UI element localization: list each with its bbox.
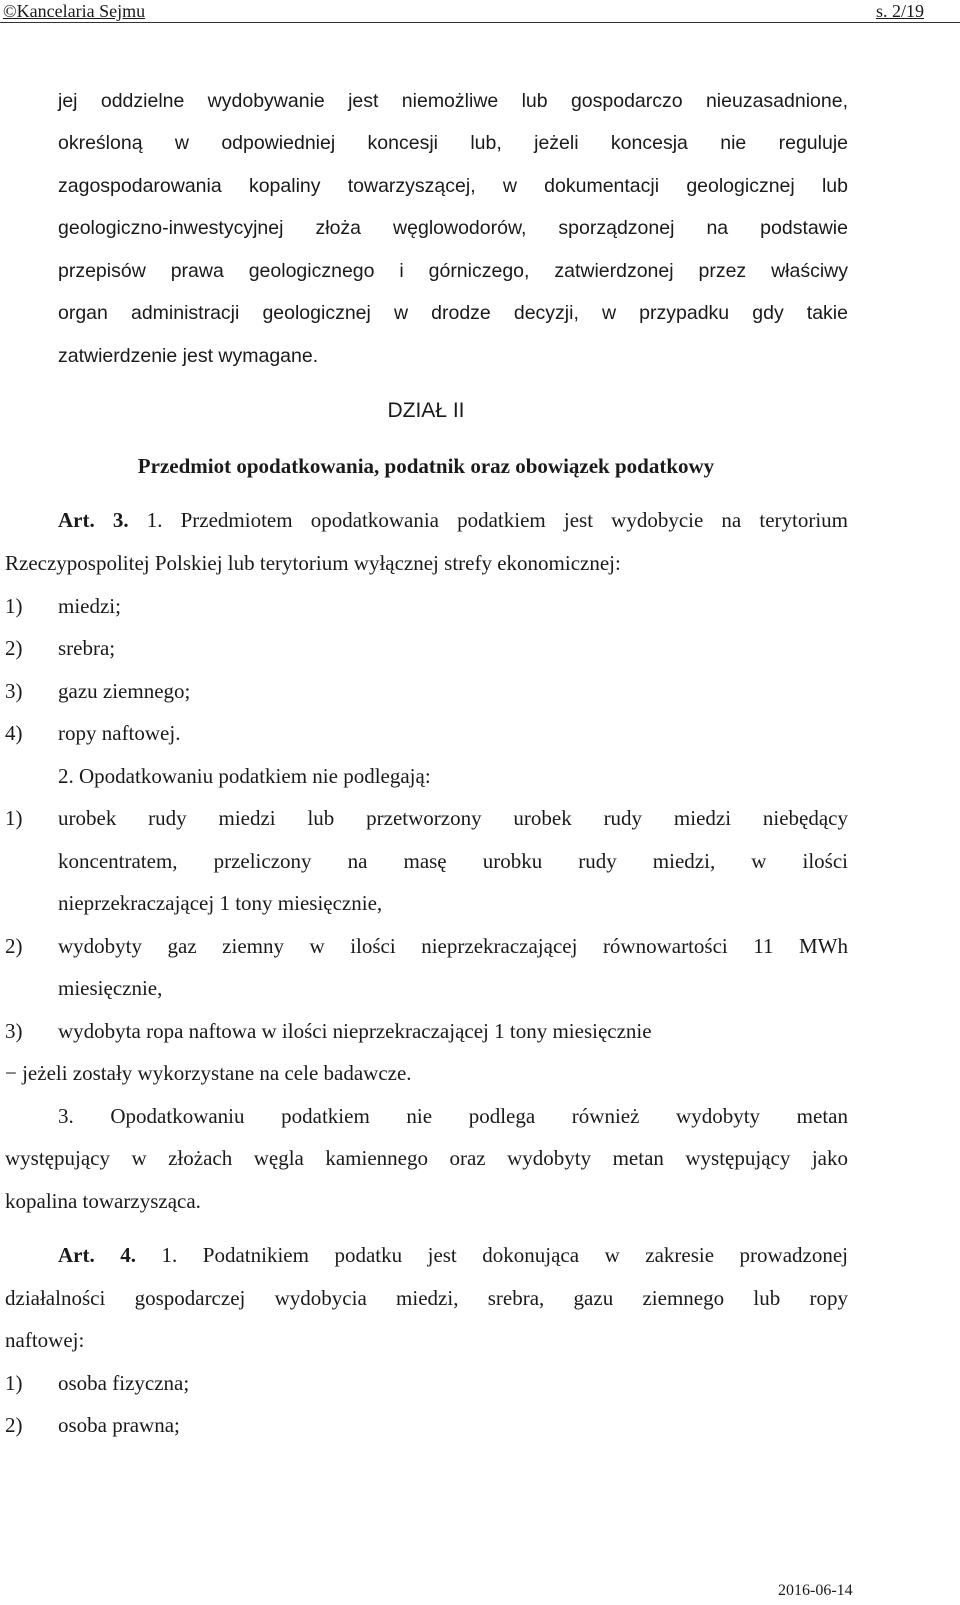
art4-line: 1. Podatnikiem podatku jest dokonująca w zakresie prowadzonej bbox=[161, 1243, 849, 1267]
list-text: osoba prawna; bbox=[58, 1413, 180, 1437]
paragraph-line: określoną w odpowiedniej koncesji lub, jeżeli koncesja nie reguluje bbox=[58, 132, 848, 154]
list-item bbox=[0, 676, 850, 706]
paragraph-line: przepisów prawa geologicznego i górniczego, zatwierdzonej przez właściwy bbox=[58, 260, 848, 282]
list-text: osoba fizyczna; bbox=[58, 1371, 190, 1395]
section-title: DZIAŁ II bbox=[387, 399, 465, 422]
header-page-number: s. 2/19 bbox=[876, 1, 925, 21]
list-text: srebra; bbox=[58, 636, 116, 660]
art3-p1-line: 1. Przedmiotem opodatkowania podatkiem jest wydobycie na terytorium bbox=[146, 508, 849, 532]
list-item bbox=[0, 931, 850, 961]
list-text-continued: nieprzekraczającej 1 tony miesięcznie, bbox=[58, 891, 383, 915]
art4-line: naftowej: bbox=[5, 1328, 85, 1352]
list-text: ropy naftowej. bbox=[58, 721, 181, 745]
art3-p3-line: występujący w złożach węgla kamiennego oraz wydobyty metan występujący jako bbox=[5, 1146, 848, 1170]
list-item bbox=[0, 803, 850, 833]
list-text: wydobyta ropa naftowa w ilości nieprzekraczającej 1 tony miesięcznie bbox=[58, 1019, 652, 1043]
list-number: 3) bbox=[5, 1019, 23, 1043]
list-number: 3) bbox=[5, 679, 23, 703]
art3-p3-line: 3. Opodatkowaniu podatkiem nie podlega również wydobyty metan bbox=[58, 1104, 848, 1128]
list-number: 1) bbox=[5, 1371, 23, 1395]
paragraph-line: organ administracji geologicznej w drodze decyzji, w przypadku gdy takie bbox=[58, 302, 848, 324]
art3-p2-intro: 2. Opodatkowaniu podatkiem nie podlegają: bbox=[58, 764, 431, 788]
list-item bbox=[0, 1410, 850, 1440]
paragraph-line: zatwierdzenie jest wymagane. bbox=[58, 345, 319, 367]
list-item bbox=[0, 718, 850, 748]
list-number: 2) bbox=[5, 636, 23, 660]
page-header bbox=[0, 0, 960, 22]
art3-p2-closing: − jeżeli zostały wykorzystane na cele badawcze. bbox=[5, 1061, 412, 1085]
list-number: 4) bbox=[5, 721, 23, 745]
header-divider bbox=[0, 22, 960, 23]
list-number: 2) bbox=[5, 934, 23, 958]
list-text: miedzi; bbox=[58, 594, 121, 618]
header-source: ©Kancelaria Sejmu bbox=[3, 1, 146, 21]
art4-first-line bbox=[58, 1240, 848, 1270]
art3-first-line bbox=[58, 505, 848, 535]
art4-line: działalności gospodarczej wydobycia miedzi, srebra, gazu ziemnego lub ropy bbox=[5, 1286, 848, 1310]
list-number: 2) bbox=[5, 1413, 23, 1437]
art3-p1-line: Rzeczypospolitej Polskiej lub terytorium wyłącznej strefy ekonomicznej: bbox=[5, 551, 621, 575]
paragraph-line: geologiczno-inwestycyjnej złoża węglowodorów, sporządzonej na podstawie bbox=[58, 217, 848, 239]
paragraph-line: jej oddzielne wydobywanie jest niemożliwe lub gospodarczo nieuzasadnione, bbox=[58, 90, 848, 112]
list-item bbox=[0, 633, 850, 663]
list-number: 1) bbox=[5, 594, 23, 618]
paragraph-line: zagospodarowania kopaliny towarzyszącej, w dokumentacji geologicznej lub bbox=[58, 175, 848, 197]
list-text: urobek rudy miedzi lub przetworzony urobek rudy miedzi niebędący bbox=[58, 806, 848, 830]
art3-p3-line: kopalina towarzysząca. bbox=[5, 1189, 201, 1213]
list-text-continued: miesięcznie, bbox=[58, 976, 163, 1000]
list-item bbox=[0, 1368, 850, 1398]
footer-date: 2016-06-14 bbox=[778, 1582, 853, 1599]
list-item bbox=[0, 591, 850, 621]
list-text: gazu ziemnego; bbox=[58, 679, 191, 703]
list-item bbox=[0, 1016, 850, 1046]
list-number: 1) bbox=[5, 806, 23, 830]
article-label: Art. 4. bbox=[58, 1243, 136, 1267]
section-subtitle: Przedmiot opodatkowania, podatnik oraz obowiązek podatkowy bbox=[137, 454, 715, 478]
list-text: wydobyty gaz ziemny w ilości nieprzekraczającej równowartości 11 MWh bbox=[58, 934, 848, 958]
list-text-continued: koncentratem, przeliczony na masę urobku rudy miedzi, w ilości bbox=[58, 849, 848, 873]
article-label: Art. 3. bbox=[58, 508, 129, 532]
